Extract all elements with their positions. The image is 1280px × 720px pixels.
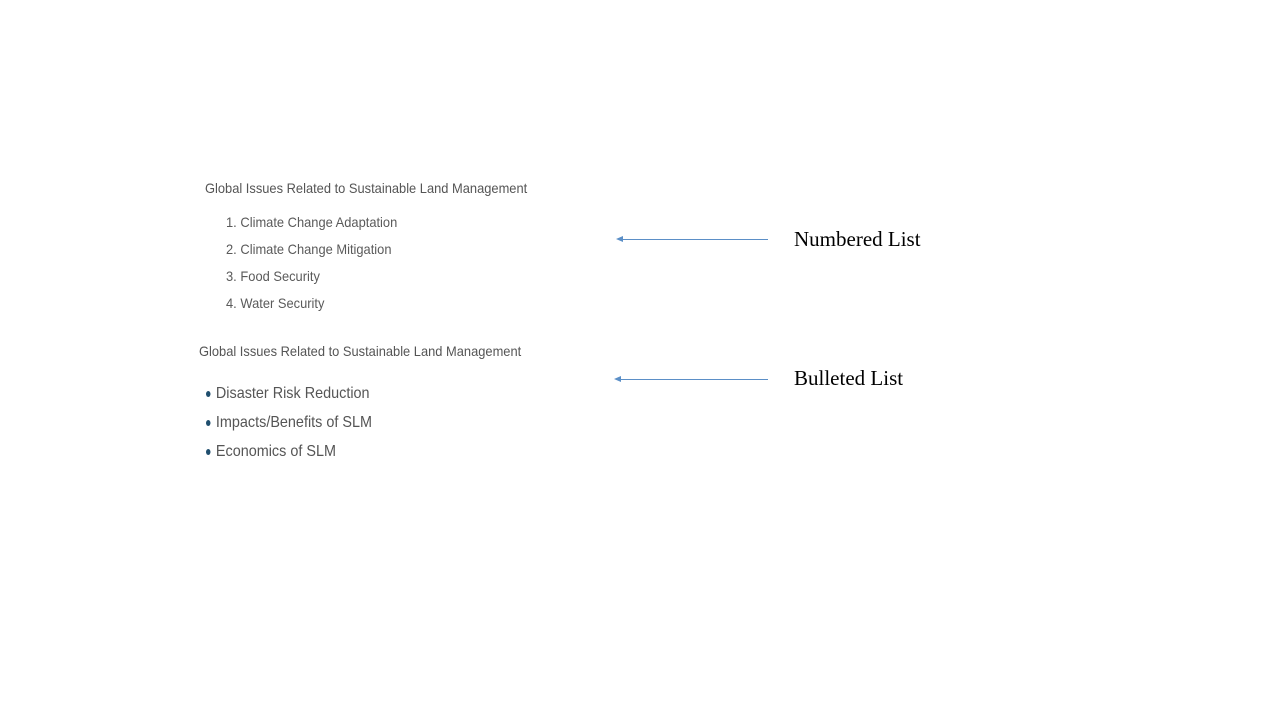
bulleted-list <box>206 379 390 466</box>
list-number: 1. <box>226 214 237 230</box>
bullet-icon <box>206 391 211 397</box>
list-item-text: Economics of SLM <box>215 442 336 460</box>
bulleted-list-item <box>206 437 372 466</box>
bullet-icon <box>206 420 211 426</box>
bulleted-list-label: Bulleted List <box>794 366 904 390</box>
list-number: 2. <box>226 241 237 257</box>
list-number: 3. <box>226 268 237 284</box>
list-number: 4. <box>226 295 237 311</box>
bulleted-list-heading: Global Issues Related to Sustainable Land Management <box>199 343 522 359</box>
list-item-text: Food Security <box>240 268 320 284</box>
numbered-list <box>226 213 412 321</box>
list-item-text: Disaster Risk Reduction <box>215 384 370 402</box>
numbered-list-item <box>226 294 397 321</box>
bullet-icon <box>206 449 211 455</box>
numbered-list-arrow-icon <box>616 235 768 245</box>
numbered-list-item <box>226 267 397 294</box>
numbered-list-heading: Global Issues Related to Sustainable Land Management <box>205 180 528 196</box>
numbered-list-item <box>226 213 397 240</box>
list-item-text: Water Security <box>240 295 325 311</box>
bulleted-list-item <box>206 379 372 408</box>
bulleted-list-item <box>206 408 372 437</box>
numbered-list-item <box>226 240 397 267</box>
list-item-text: Impacts/Benefits of SLM <box>215 413 372 431</box>
list-item-text: Climate Change Adaptation <box>240 214 398 230</box>
numbered-list-label: Numbered List <box>794 227 921 251</box>
bulleted-list-arrow-icon <box>614 375 768 385</box>
list-screenshot <box>190 170 530 470</box>
arrow-line <box>620 379 768 380</box>
arrow-line <box>622 239 768 240</box>
list-item-text: Climate Change Mitigation <box>240 241 392 257</box>
